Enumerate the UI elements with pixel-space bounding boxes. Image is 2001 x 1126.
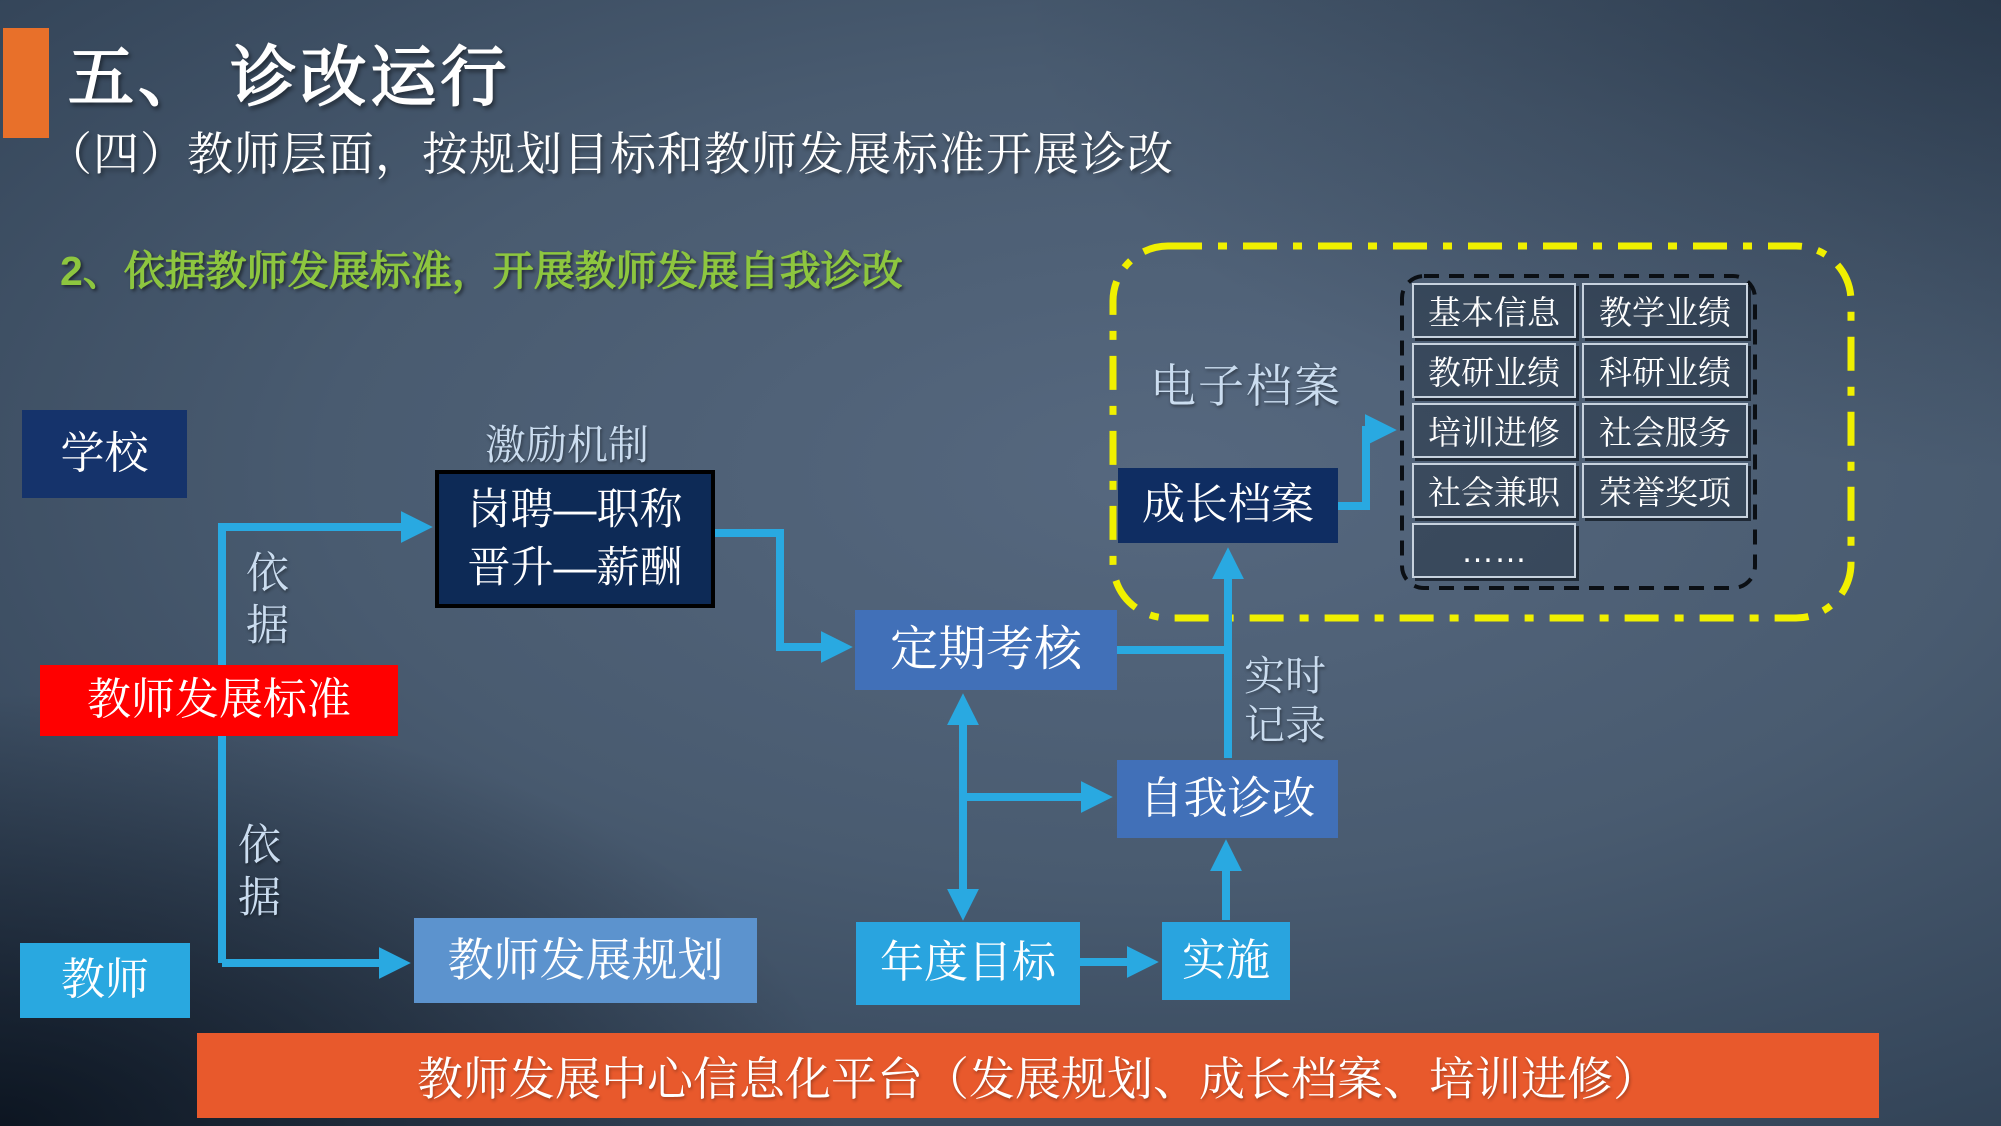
plan-box: 教师发展规划 — [414, 918, 757, 1003]
archive-cell: 荣誉奖项 — [1582, 463, 1748, 518]
connector-incentive-to-periodic — [707, 533, 840, 647]
growth-archive-box: 成长档案 — [1118, 468, 1338, 543]
incentive-label: 激励机制 — [485, 422, 649, 468]
standard-box: 教师发展标准 — [40, 665, 398, 736]
connector-growth-to-archive — [1338, 430, 1384, 506]
archive-cell: 社会服务 — [1582, 403, 1748, 458]
realtime-label: 实时记录 — [1244, 653, 1326, 749]
archive-cell: 科研业绩 — [1582, 343, 1748, 398]
annual-goal-box: 年度目标 — [856, 922, 1080, 1005]
e-archive-label: 电子档案 — [1150, 360, 1342, 412]
periodic-review-box: 定期考核 — [855, 610, 1117, 690]
platform-footer-bar — [197, 1033, 1879, 1118]
teacher-box: 教师 — [20, 943, 190, 1018]
archive-cell: …… — [1412, 523, 1576, 578]
self-diagnosis-box: 自我诊改 — [1117, 760, 1338, 838]
basis-label-upper: 依据 — [246, 550, 289, 651]
archive-cell: 社会兼职 — [1412, 463, 1576, 518]
archive-cell: 培训进修 — [1412, 403, 1576, 458]
school-box: 学校 — [22, 410, 187, 498]
slide-subtitle: （四）教师层面，按规划目标和教师发展标准开展诊改 — [46, 128, 1174, 180]
incentive-line2: 晋升—薪酬 — [467, 544, 683, 592]
basis-label-lower: 依据 — [238, 822, 281, 923]
archive-panel — [1412, 283, 1750, 578]
archive-cell: 教研业绩 — [1412, 343, 1576, 398]
page-title: 五、 诊改运行 — [68, 40, 511, 114]
highlight-point: 2、依据教师发展标准，开展教师发展自我诊改 — [60, 248, 903, 294]
platform-footer-text: 教师发展中心信息化平台（发展规划、成长档案、培训进修） — [417, 1052, 1659, 1105]
title-accent-bar — [3, 28, 49, 138]
archive-cell: 教学业绩 — [1582, 283, 1748, 338]
implement-box: 实施 — [1162, 922, 1290, 1000]
incentive-line1: 岗聘—职称 — [467, 485, 683, 534]
incentive-box — [435, 470, 715, 608]
archive-cell: 基本信息 — [1412, 283, 1576, 338]
